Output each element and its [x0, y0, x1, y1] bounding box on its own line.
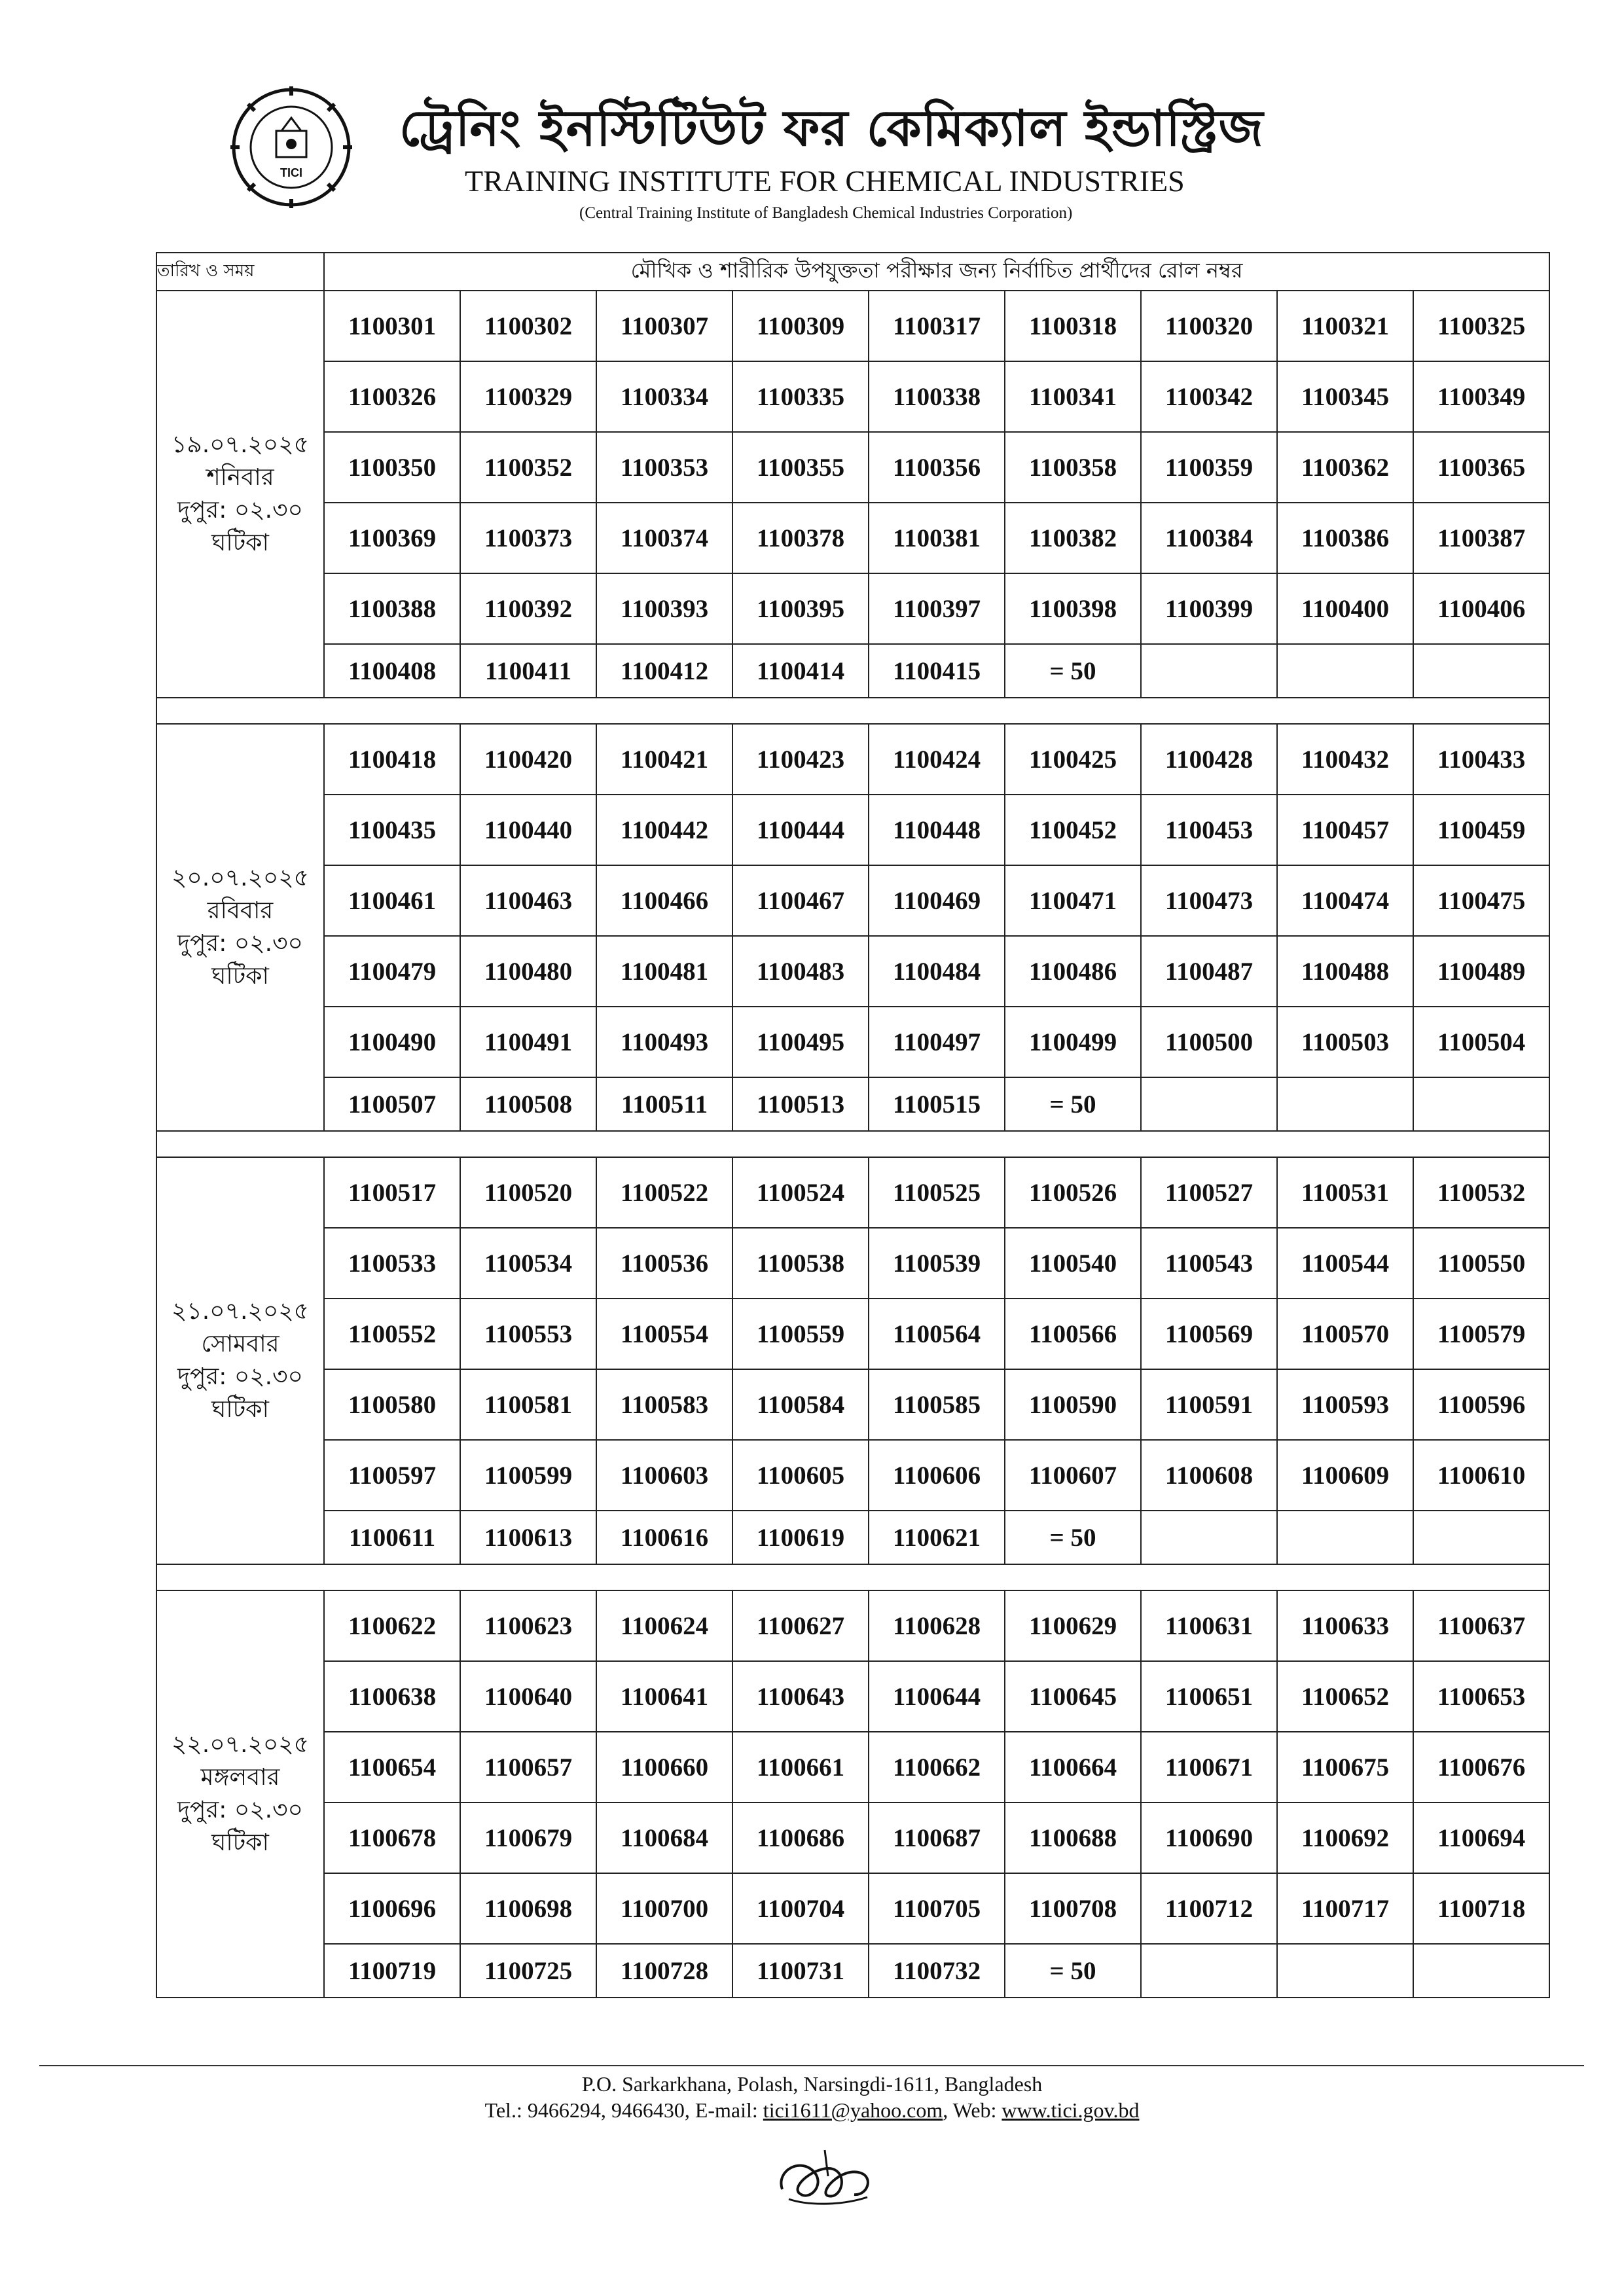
- table-row: [156, 1007, 1549, 1077]
- roll-number-cell: 1100628: [869, 1590, 1005, 1661]
- roll-number-cell: 1100386: [1277, 503, 1413, 573]
- table-row: [156, 1228, 1549, 1299]
- roll-number-cell: 1100591: [1141, 1369, 1277, 1440]
- roll-number-cell: 1100619: [732, 1511, 869, 1564]
- roll-number-cell: 1100488: [1277, 936, 1413, 1007]
- roll-number-cell: 1100538: [732, 1228, 869, 1299]
- roll-number-cell: 1100388: [324, 573, 460, 644]
- roll-number-cell: 1100580: [324, 1369, 460, 1440]
- roll-number-cell: 1100503: [1277, 1007, 1413, 1077]
- spacer-cell: [156, 1564, 1549, 1590]
- roll-number-cell: 1100461: [324, 865, 460, 936]
- roll-number-cell: 1100497: [869, 1007, 1005, 1077]
- roll-number-cell: 1100452: [1005, 795, 1141, 865]
- roll-number-cell: [1413, 1511, 1549, 1564]
- roll-number-cell: 1100554: [596, 1299, 732, 1369]
- handwritten-signature: [763, 2137, 887, 2222]
- roll-number-cell: 1100459: [1413, 795, 1549, 865]
- roll-number-cell: 1100662: [869, 1732, 1005, 1803]
- roll-number-cell: 1100352: [460, 432, 596, 503]
- roll-number-cell: 1100718: [1413, 1873, 1549, 1944]
- roll-number-cell: 1100397: [869, 573, 1005, 644]
- roll-number-cell: 1100484: [869, 936, 1005, 1007]
- roll-number-cell: 1100606: [869, 1440, 1005, 1511]
- roll-number-cell: 1100552: [324, 1299, 460, 1369]
- roll-number-cell: 1100570: [1277, 1299, 1413, 1369]
- date-text: ১৯.০৭.২০২৫: [171, 431, 309, 458]
- roll-number-cell: 1100334: [596, 361, 732, 432]
- roll-number-cell: 1100440: [460, 795, 596, 865]
- roll-number-cell: 1100425: [1005, 724, 1141, 795]
- table-row: [156, 1873, 1549, 1944]
- roll-number-cell: 1100307: [596, 291, 732, 361]
- roll-number-cell: 1100553: [460, 1299, 596, 1369]
- roll-number-cell: 1100475: [1413, 865, 1549, 936]
- roll-number-cell: 1100536: [596, 1228, 732, 1299]
- roll-number-cell: 1100611: [324, 1511, 460, 1564]
- roll-number-cell: [1413, 644, 1549, 698]
- roll-number-cell: 1100607: [1005, 1440, 1141, 1511]
- roll-number-cell: 1100358: [1005, 432, 1141, 503]
- footer-email-link[interactable]: tici1611@yahoo.com: [763, 2098, 943, 2122]
- roll-number-cell: 1100320: [1141, 291, 1277, 361]
- roll-number-table: [156, 252, 1550, 1998]
- roll-number-cell: 1100341: [1005, 361, 1141, 432]
- roll-number-cell: 1100486: [1005, 936, 1141, 1007]
- roll-number-cell: 1100621: [869, 1511, 1005, 1564]
- table-row: [156, 1077, 1549, 1131]
- roll-number-cell: 1100590: [1005, 1369, 1141, 1440]
- roll-number-cell: 1100531: [1277, 1157, 1413, 1228]
- roll-number-cell: 1100664: [1005, 1732, 1141, 1803]
- roll-number-cell: 1100559: [732, 1299, 869, 1369]
- roll-number-cell: 1100700: [596, 1873, 732, 1944]
- roll-number-cell: 1100511: [596, 1077, 732, 1131]
- roll-number-cell: 1100728: [596, 1944, 732, 1998]
- roll-number-cell: 1100676: [1413, 1732, 1549, 1803]
- table-row: [156, 644, 1549, 698]
- roll-number-cell: 1100420: [460, 724, 596, 795]
- letterhead: [229, 79, 1407, 236]
- time-text: দুপুর: ০২.৩০: [177, 930, 303, 957]
- roll-number-cell: 1100540: [1005, 1228, 1141, 1299]
- roll-number-cell: 1100705: [869, 1873, 1005, 1944]
- roll-number-cell: 1100517: [324, 1157, 460, 1228]
- table-row: [156, 432, 1549, 503]
- roll-number-cell: 1100624: [596, 1590, 732, 1661]
- roll-number-cell: 1100654: [324, 1732, 460, 1803]
- roll-number-cell: [1413, 1944, 1549, 1998]
- roll-number-cell: 1100524: [732, 1157, 869, 1228]
- roll-number-cell: 1100543: [1141, 1228, 1277, 1299]
- roll-number-cell: 1100579: [1413, 1299, 1549, 1369]
- day-text: শনিবার: [206, 464, 274, 491]
- institute-subtitle: (Central Training Institute of Bangladesh Chemical Industries Corporation): [579, 204, 1073, 222]
- roll-number-cell: 1100599: [460, 1440, 596, 1511]
- roll-number-cell: 1100325: [1413, 291, 1549, 361]
- roll-number-cell: 1100508: [460, 1077, 596, 1131]
- roll-number-cell: 1100631: [1141, 1590, 1277, 1661]
- roll-number-cell: 1100507: [324, 1077, 460, 1131]
- roll-number-cell: 1100393: [596, 573, 732, 644]
- roll-number-cell: 1100382: [1005, 503, 1141, 573]
- roll-number-cell: 1100653: [1413, 1661, 1549, 1732]
- roll-number-cell: 1100539: [869, 1228, 1005, 1299]
- spacer-cell: [156, 698, 1549, 724]
- table-row: [156, 361, 1549, 432]
- roll-number-cell: 1100584: [732, 1369, 869, 1440]
- roll-number-cell: 1100603: [596, 1440, 732, 1511]
- roll-number-cell: [1277, 1511, 1413, 1564]
- roll-number-cell: 1100301: [324, 291, 460, 361]
- roll-number-cell: 1100318: [1005, 291, 1141, 361]
- table-header-row: [156, 253, 1549, 291]
- roll-number-cell: 1100400: [1277, 573, 1413, 644]
- date-time-cell: [156, 1590, 324, 1998]
- day-text: সোমবার: [201, 1331, 280, 1357]
- roll-number-cell: 1100483: [732, 936, 869, 1007]
- institute-name-bangla: ট্রেনিং ইনস্টিটিউট ফর কেমিক্যাল ইন্ডাস্ট্রিজ: [399, 99, 1264, 157]
- roll-number-cell: 1100387: [1413, 503, 1549, 573]
- table-row: [156, 573, 1549, 644]
- spacer-cell: [156, 1131, 1549, 1157]
- roll-number-cell: 1100317: [869, 291, 1005, 361]
- roll-number-cell: 1100704: [732, 1873, 869, 1944]
- total-count-cell: = 50: [1005, 1511, 1141, 1564]
- roll-number-cell: 1100513: [732, 1077, 869, 1131]
- roll-number-cell: 1100453: [1141, 795, 1277, 865]
- roll-number-cell: 1100717: [1277, 1873, 1413, 1944]
- roll-number-cell: 1100583: [596, 1369, 732, 1440]
- table-row: [156, 1803, 1549, 1873]
- roll-number-cell: 1100566: [1005, 1299, 1141, 1369]
- roll-number-cell: 1100678: [324, 1803, 460, 1873]
- roll-number-cell: 1100725: [460, 1944, 596, 1998]
- roll-number-cell: 1100686: [732, 1803, 869, 1873]
- table-row: [156, 1661, 1549, 1732]
- roll-number-cell: 1100610: [1413, 1440, 1549, 1511]
- roll-number-cell: 1100719: [324, 1944, 460, 1998]
- total-count-cell: = 50: [1005, 1077, 1141, 1131]
- roll-number-cell: 1100616: [596, 1511, 732, 1564]
- roll-number-cell: 1100381: [869, 503, 1005, 573]
- roll-number-cell: 1100698: [460, 1873, 596, 1944]
- table-body: [156, 291, 1549, 1998]
- roll-number-cell: 1100679: [460, 1803, 596, 1873]
- roll-number-cell: 1100302: [460, 291, 596, 361]
- roll-number-cell: 1100522: [596, 1157, 732, 1228]
- roll-number-cell: 1100641: [596, 1661, 732, 1732]
- roll-number-cell: 1100469: [869, 865, 1005, 936]
- time-unit-text: ঘটিকা: [211, 1396, 269, 1423]
- roll-number-cell: 1100581: [460, 1369, 596, 1440]
- roll-number-cell: 1100684: [596, 1803, 732, 1873]
- roll-number-cell: 1100369: [324, 503, 460, 573]
- day-text: মঙ্গলবার: [200, 1764, 280, 1791]
- roll-number-cell: 1100489: [1413, 936, 1549, 1007]
- roll-number-cell: [1277, 1944, 1413, 1998]
- roll-number-cell: 1100355: [732, 432, 869, 503]
- table-row: [156, 724, 1549, 795]
- roll-number-cell: 1100613: [460, 1511, 596, 1564]
- table-row: [156, 1440, 1549, 1511]
- roll-number-cell: 1100481: [596, 936, 732, 1007]
- roll-number-cell: 1100399: [1141, 573, 1277, 644]
- roll-number-cell: 1100605: [732, 1440, 869, 1511]
- roll-number-cell: 1100638: [324, 1661, 460, 1732]
- roll-number-cell: 1100442: [596, 795, 732, 865]
- roll-number-cell: 1100345: [1277, 361, 1413, 432]
- roll-number-cell: 1100515: [869, 1077, 1005, 1131]
- time-unit-text: ঘটিকা: [211, 529, 269, 556]
- table-row: [156, 1732, 1549, 1803]
- roll-number-cell: 1100532: [1413, 1157, 1549, 1228]
- roll-number-cell: 1100527: [1141, 1157, 1277, 1228]
- roll-number-cell: 1100359: [1141, 432, 1277, 503]
- roll-number-cell: 1100520: [460, 1157, 596, 1228]
- footer-contact: [0, 2098, 1624, 2123]
- roll-number-cell: 1100609: [1277, 1440, 1413, 1511]
- roll-number-cell: 1100637: [1413, 1590, 1549, 1661]
- roll-number-cell: 1100398: [1005, 573, 1141, 644]
- roll-number-cell: [1141, 1944, 1277, 1998]
- roll-number-cell: 1100550: [1413, 1228, 1549, 1299]
- footer-address: P.O. Sarkarkhana, Polash, Narsingdi-1611, Bangladesh: [581, 2072, 1043, 2096]
- roll-numbers-header: মৌখিক ও শারীরিক উপযুক্ততা পরীক্ষার জন্য নির্বাচিত প্রার্থীদের রোল নম্বর: [324, 253, 1549, 291]
- roll-number-cell: 1100428: [1141, 724, 1277, 795]
- table-row: [156, 1944, 1549, 1998]
- roll-number-cell: 1100414: [732, 644, 869, 698]
- roll-number-cell: 1100490: [324, 1007, 460, 1077]
- roll-number-cell: 1100623: [460, 1590, 596, 1661]
- roll-number-cell: 1100329: [460, 361, 596, 432]
- institute-name-english: TRAINING INSTITUTE FOR CHEMICAL INDUSTRIES: [465, 164, 1185, 198]
- roll-number-cell: 1100463: [460, 865, 596, 936]
- roll-number-cell: 1100640: [460, 1661, 596, 1732]
- roll-number-cell: 1100629: [1005, 1590, 1141, 1661]
- roll-number-cell: 1100651: [1141, 1661, 1277, 1732]
- roll-number-cell: 1100395: [732, 573, 869, 644]
- roll-number-cell: 1100690: [1141, 1803, 1277, 1873]
- roll-number-cell: 1100378: [732, 503, 869, 573]
- roll-number-cell: 1100373: [460, 503, 596, 573]
- roll-number-cell: 1100408: [324, 644, 460, 698]
- time-text: দুপুর: ০২.৩০: [177, 1363, 303, 1390]
- roll-number-cell: 1100652: [1277, 1661, 1413, 1732]
- roll-number-cell: 1100708: [1005, 1873, 1141, 1944]
- table-row: [156, 1157, 1549, 1228]
- roll-number-cell: 1100688: [1005, 1803, 1141, 1873]
- footer-divider: [39, 2065, 1584, 2066]
- roll-number-cell: 1100597: [324, 1440, 460, 1511]
- date-time-header: তারিখ ও সময়: [156, 253, 324, 291]
- roll-number-cell: 1100384: [1141, 503, 1277, 573]
- roll-number-cell: 1100493: [596, 1007, 732, 1077]
- roll-number-cell: 1100487: [1141, 936, 1277, 1007]
- roll-number-cell: 1100338: [869, 361, 1005, 432]
- roll-number-cell: 1100643: [732, 1661, 869, 1732]
- table-row: [156, 865, 1549, 936]
- roll-number-cell: 1100593: [1277, 1369, 1413, 1440]
- roll-number-cell: 1100467: [732, 865, 869, 936]
- roll-number-cell: 1100321: [1277, 291, 1413, 361]
- roll-number-cell: 1100479: [324, 936, 460, 1007]
- table-row: [156, 795, 1549, 865]
- roll-number-cell: 1100406: [1413, 573, 1549, 644]
- roll-number-cell: 1100392: [460, 573, 596, 644]
- roll-number-cell: 1100424: [869, 724, 1005, 795]
- roll-number-cell: 1100564: [869, 1299, 1005, 1369]
- roll-number-cell: 1100525: [869, 1157, 1005, 1228]
- date-time-cell: [156, 724, 324, 1131]
- roll-number-cell: 1100544: [1277, 1228, 1413, 1299]
- roll-number-cell: [1277, 644, 1413, 698]
- roll-number-cell: 1100633: [1277, 1590, 1413, 1661]
- roll-number-cell: 1100671: [1141, 1732, 1277, 1803]
- roll-number-cell: 1100712: [1141, 1873, 1277, 1944]
- roll-number-cell: 1100657: [460, 1732, 596, 1803]
- roll-number-cell: 1100645: [1005, 1661, 1141, 1732]
- roll-number-cell: 1100474: [1277, 865, 1413, 936]
- time-unit-text: ঘটিকা: [211, 963, 269, 990]
- roll-number-cell: 1100660: [596, 1732, 732, 1803]
- table-row: [156, 503, 1549, 573]
- roll-number-cell: 1100353: [596, 432, 732, 503]
- roll-number-cell: 1100411: [460, 644, 596, 698]
- roll-number-cell: 1100500: [1141, 1007, 1277, 1077]
- roll-number-cell: 1100480: [460, 936, 596, 1007]
- roll-number-cell: 1100457: [1277, 795, 1413, 865]
- roll-number-cell: [1141, 1511, 1277, 1564]
- roll-number-cell: 1100696: [324, 1873, 460, 1944]
- roll-number-cell: 1100309: [732, 291, 869, 361]
- total-count-cell: = 50: [1005, 644, 1141, 698]
- roll-number-cell: 1100433: [1413, 724, 1549, 795]
- roll-number-cell: 1100495: [732, 1007, 869, 1077]
- roll-number-cell: 1100362: [1277, 432, 1413, 503]
- table-row: [156, 1511, 1549, 1564]
- roll-number-cell: 1100356: [869, 432, 1005, 503]
- roll-number-cell: 1100499: [1005, 1007, 1141, 1077]
- roll-number-cell: 1100675: [1277, 1732, 1413, 1803]
- time-text: দুপুর: ০২.৩০: [177, 497, 303, 524]
- total-count-cell: = 50: [1005, 1944, 1141, 1998]
- footer-web-label: , Web:: [943, 2098, 1002, 2122]
- day-text: রবিবার: [207, 897, 274, 924]
- roll-number-cell: 1100349: [1413, 361, 1549, 432]
- roll-number-cell: 1100596: [1413, 1369, 1549, 1440]
- roll-number-cell: 1100444: [732, 795, 869, 865]
- roll-number-cell: 1100435: [324, 795, 460, 865]
- roll-number-cell: 1100644: [869, 1661, 1005, 1732]
- roll-number-cell: 1100423: [732, 724, 869, 795]
- roll-number-cell: 1100534: [460, 1228, 596, 1299]
- roll-number-cell: [1141, 1077, 1277, 1131]
- date-time-cell: [156, 291, 324, 698]
- table-row: [156, 936, 1549, 1007]
- roll-number-cell: 1100687: [869, 1803, 1005, 1873]
- table-row: [156, 291, 1549, 361]
- date-text: ২১.০৭.২০২৫: [171, 1298, 310, 1325]
- roll-number-cell: 1100694: [1413, 1803, 1549, 1873]
- roll-number-cell: 1100526: [1005, 1157, 1141, 1228]
- roll-number-cell: 1100374: [596, 503, 732, 573]
- time-unit-text: ঘটিকা: [211, 1829, 269, 1856]
- table-row: [156, 1299, 1549, 1369]
- roll-number-cell: 1100326: [324, 361, 460, 432]
- roll-number-cell: 1100342: [1141, 361, 1277, 432]
- roll-number-cell: 1100569: [1141, 1299, 1277, 1369]
- roll-number-cell: 1100732: [869, 1944, 1005, 1998]
- table-row: [156, 1590, 1549, 1661]
- date-text: ২২.০৭.২০২৫: [171, 1731, 310, 1758]
- date-text: ২০.০৭.২০২৫: [171, 865, 310, 891]
- roll-number-cell: 1100491: [460, 1007, 596, 1077]
- roll-number-cell: 1100421: [596, 724, 732, 795]
- roll-number-cell: 1100412: [596, 644, 732, 698]
- roll-number-cell: 1100471: [1005, 865, 1141, 936]
- institute-logo: [229, 85, 353, 209]
- roll-number-cell: 1100350: [324, 432, 460, 503]
- roll-number-cell: 1100692: [1277, 1803, 1413, 1873]
- roll-number-cell: 1100415: [869, 644, 1005, 698]
- table-row: [156, 1369, 1549, 1440]
- roll-number-cell: 1100533: [324, 1228, 460, 1299]
- roll-number-cell: 1100432: [1277, 724, 1413, 795]
- section-spacer-row: [156, 1131, 1549, 1157]
- roll-number-cell: 1100365: [1413, 432, 1549, 503]
- footer-web-link[interactable]: www.tici.gov.bd: [1001, 2098, 1140, 2122]
- roll-number-table-wrapper: [156, 252, 1546, 1998]
- time-text: দুপুর: ০২.৩০: [177, 1797, 303, 1823]
- roll-number-cell: 1100418: [324, 724, 460, 795]
- roll-number-cell: [1277, 1077, 1413, 1131]
- roll-number-cell: 1100661: [732, 1732, 869, 1803]
- date-time-cell: [156, 1157, 324, 1564]
- roll-number-cell: 1100608: [1141, 1440, 1277, 1511]
- section-spacer-row: [156, 698, 1549, 724]
- footer-telephone: Tel.: 9466294, 9466430, E-mail:: [484, 2098, 763, 2122]
- svg-text:TICI: TICI: [280, 166, 302, 179]
- roll-number-cell: [1413, 1077, 1549, 1131]
- roll-number-cell: 1100335: [732, 361, 869, 432]
- roll-number-cell: 1100627: [732, 1590, 869, 1661]
- roll-number-cell: 1100504: [1413, 1007, 1549, 1077]
- roll-number-cell: [1141, 644, 1277, 698]
- roll-number-cell: 1100466: [596, 865, 732, 936]
- roll-number-cell: 1100473: [1141, 865, 1277, 936]
- roll-number-cell: 1100622: [324, 1590, 460, 1661]
- roll-number-cell: 1100731: [732, 1944, 869, 1998]
- roll-number-cell: 1100585: [869, 1369, 1005, 1440]
- section-spacer-row: [156, 1564, 1549, 1590]
- roll-number-cell: 1100448: [869, 795, 1005, 865]
